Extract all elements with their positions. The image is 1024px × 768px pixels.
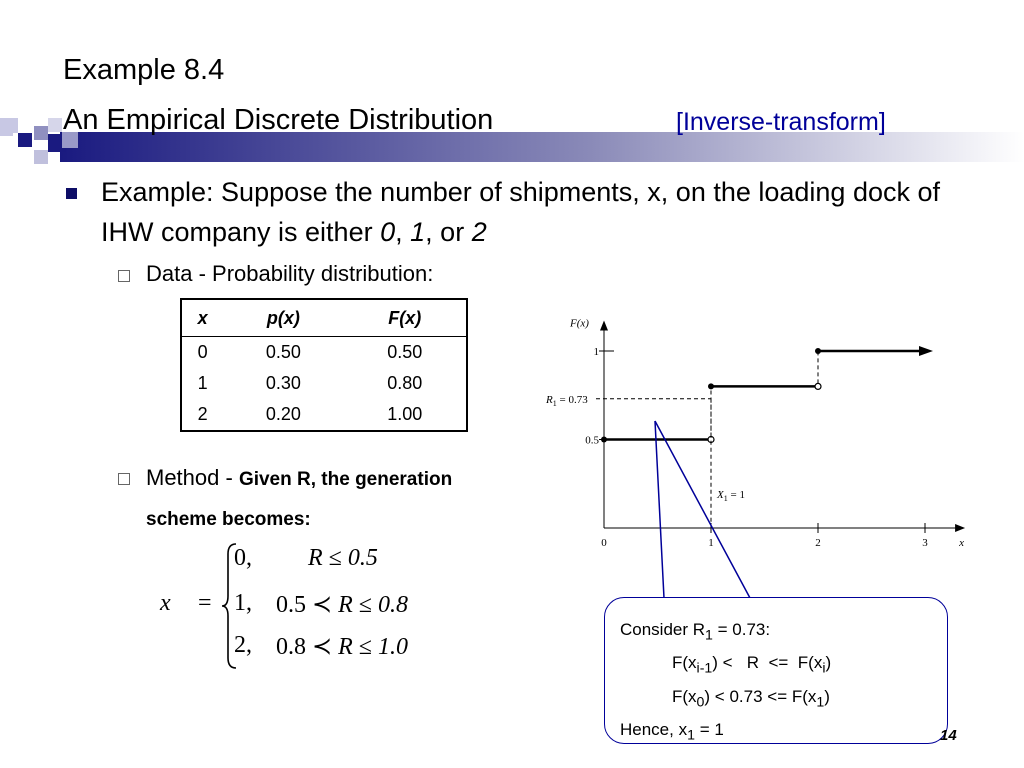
sub-bullet-data: Data - Probability distribution:: [146, 261, 434, 286]
y-axis-label: F(x): [570, 317, 589, 330]
table-cell: 0: [197, 342, 208, 362]
method-text-line2: scheme becomes:: [146, 509, 311, 530]
formula-case-value: 0,: [234, 545, 252, 571]
formula-equals: =: [198, 590, 212, 616]
page-number: 14: [940, 727, 957, 744]
table-cell: 0.50: [387, 342, 423, 362]
y-tick-label: 0.5: [585, 434, 599, 447]
slide-title: Example 8.4: [63, 54, 225, 86]
callout-line: Consider $R_1 = 0.73$:: [620, 620, 771, 644]
x-axis-label: x: [959, 537, 964, 549]
table-row: [181, 399, 467, 431]
table-cell: 0.20: [265, 404, 301, 424]
header-decoration: [0, 0, 1024, 200]
table-cell: 1: [197, 373, 208, 393]
x-annotation-part: X: [717, 488, 724, 501]
deco-square: [18, 133, 32, 147]
formula-case-value: 2,: [234, 632, 252, 658]
x-tick-label: 3: [922, 537, 928, 549]
distribution-table: [180, 298, 468, 432]
step-closed-point: [708, 383, 714, 389]
callout-pointer: [600, 410, 800, 610]
formula-lhs: x: [160, 590, 171, 616]
table-row: [181, 337, 467, 369]
table-cell: 0.80: [387, 373, 423, 393]
col-header: F(x): [343, 299, 467, 337]
deco-square: [34, 126, 48, 140]
x-tick-label: 2: [815, 537, 821, 549]
callout-line: $F(x_{i-1}) < R <= F(x_i)$: [672, 653, 832, 677]
sub-bullet-icon: [118, 270, 130, 282]
formula-case-condition: 0.8 ≺ R ≤ 1.0: [276, 634, 408, 660]
y-axis-arrow-icon: [600, 320, 608, 330]
bullet-square-icon: [66, 188, 77, 199]
formula-case-condition: R ≤ 0.5: [308, 545, 378, 571]
title-tag: [Inverse-transform]: [676, 108, 886, 136]
table-cell: 1.00: [387, 404, 423, 424]
table-row: [181, 368, 467, 399]
y-tick-label: 1: [593, 346, 599, 358]
x-axis-arrow-icon: [955, 524, 965, 532]
method-text: Method - Given R, the generation: [146, 465, 453, 490]
slide-subtitle: An Empirical Discrete Distribution: [63, 104, 494, 136]
r-annotation-part: 1: [552, 398, 557, 408]
step-arrow-icon: [919, 346, 933, 356]
col-header: x: [181, 299, 223, 337]
formula-case-value: 1,: [234, 590, 252, 616]
r-annotation-part: = 0.73: [556, 393, 588, 406]
x-tick-label: 0: [601, 537, 607, 549]
callout-line: Hence, $x_1 = 1$: [620, 720, 724, 744]
x-tick-label: 1: [708, 537, 714, 549]
r-annotation-part: R: [546, 393, 553, 406]
sub-bullet-icon: [118, 473, 130, 485]
deco-square: [48, 118, 62, 132]
formula-case-condition: 0.5 ≺ R ≤ 0.8: [276, 592, 408, 618]
deco-square: [34, 150, 48, 164]
main-bullet-text: Example: Suppose the number of shipments, x, on the loading dock of IHW company is either 0, 1, or 2: [101, 177, 941, 247]
step-closed-point: [815, 348, 821, 354]
x-annotation-part: = 1: [727, 488, 745, 501]
table-header-row: [181, 299, 467, 337]
col-header: p(x): [223, 299, 343, 337]
r-annotation: [545, 394, 588, 408]
table-cell: 2: [197, 404, 208, 424]
table-cell: 0.50: [265, 342, 301, 362]
x-annotation-part: 1: [723, 493, 728, 503]
table-cell: 0.30: [265, 373, 301, 393]
step-open-point: [815, 383, 821, 389]
callout-line: $F(x_0) < 0.73 <= F(x_1)$: [672, 686, 830, 711]
callout-text: [620, 616, 831, 750]
